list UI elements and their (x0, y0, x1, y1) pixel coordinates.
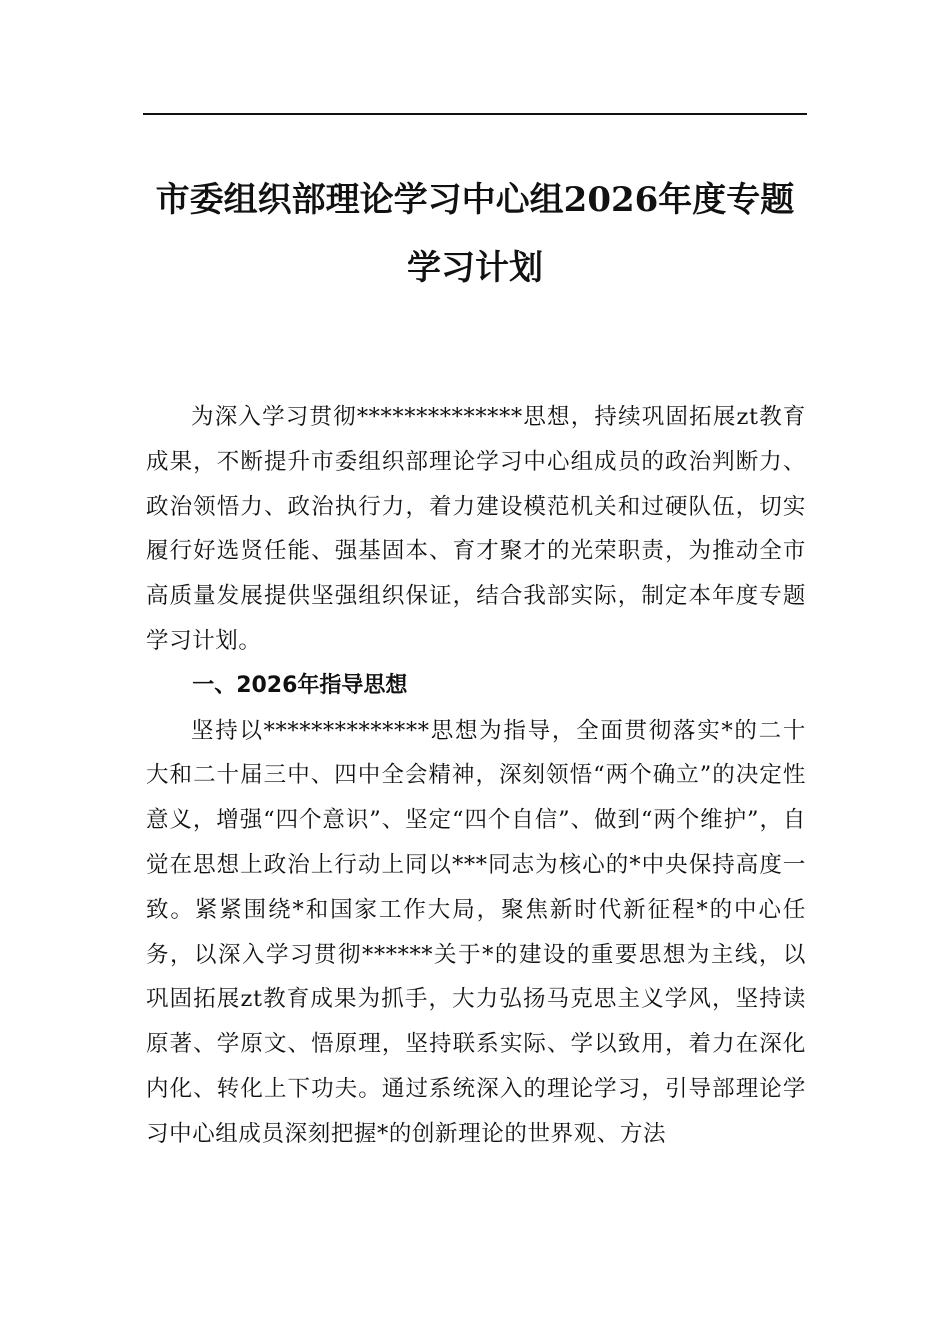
header-rule (143, 113, 807, 115)
intro-paragraph: 为深入学习贯彻**************思想，持续巩固拓展zt教育成果，不断提升市委组织部理论学习中心组成员的政治判断力、政治领悟力、政治执行力，着力建设模范机关和过硬队伍，切实履行好选贤任能、强基固本、育才聚才的光荣职责，为推动全市高质量发展提供坚强组织保证，结合我部实际，制定本年度专题学习计划。 (146, 404, 806, 654)
document-body (146, 395, 806, 1157)
title-line-1: 市委组织部理论学习中心组2026年度专题 (155, 180, 795, 220)
guiding-ideology-paragraph: 坚持以**************思想为指导，全面贯彻落实*的二十大和二十届三中、四中全会精神，深刻领悟“两个确立”的决定性意义，增强“四个意识”、坚定“四个自信”、做到“两个维护”，自觉在思想上政治上行动上同以***同志为核心的*中央保持高度一致。紧紧围绕*和国家工作大局，聚焦新时代新征程*的中心任务，以深入学习贯彻******关于*的建设的重要思想为主线，以巩固拓展zt教育成果为抓手，大力弘扬马克思主义学风，坚持读原著、学原文、悟原理，坚持联系实际、学以致用，着力在深化内化、转化上下功夫。通过系统深入的理论学习，引导部理论学习中心组成员深刻把握*的创新理论的世界观、方法 (146, 717, 806, 1147)
document-title (143, 166, 807, 302)
title-line-2: 学习计划 (407, 248, 543, 288)
section-heading-guiding-ideology: 一、2026年指导思想 (192, 672, 408, 698)
